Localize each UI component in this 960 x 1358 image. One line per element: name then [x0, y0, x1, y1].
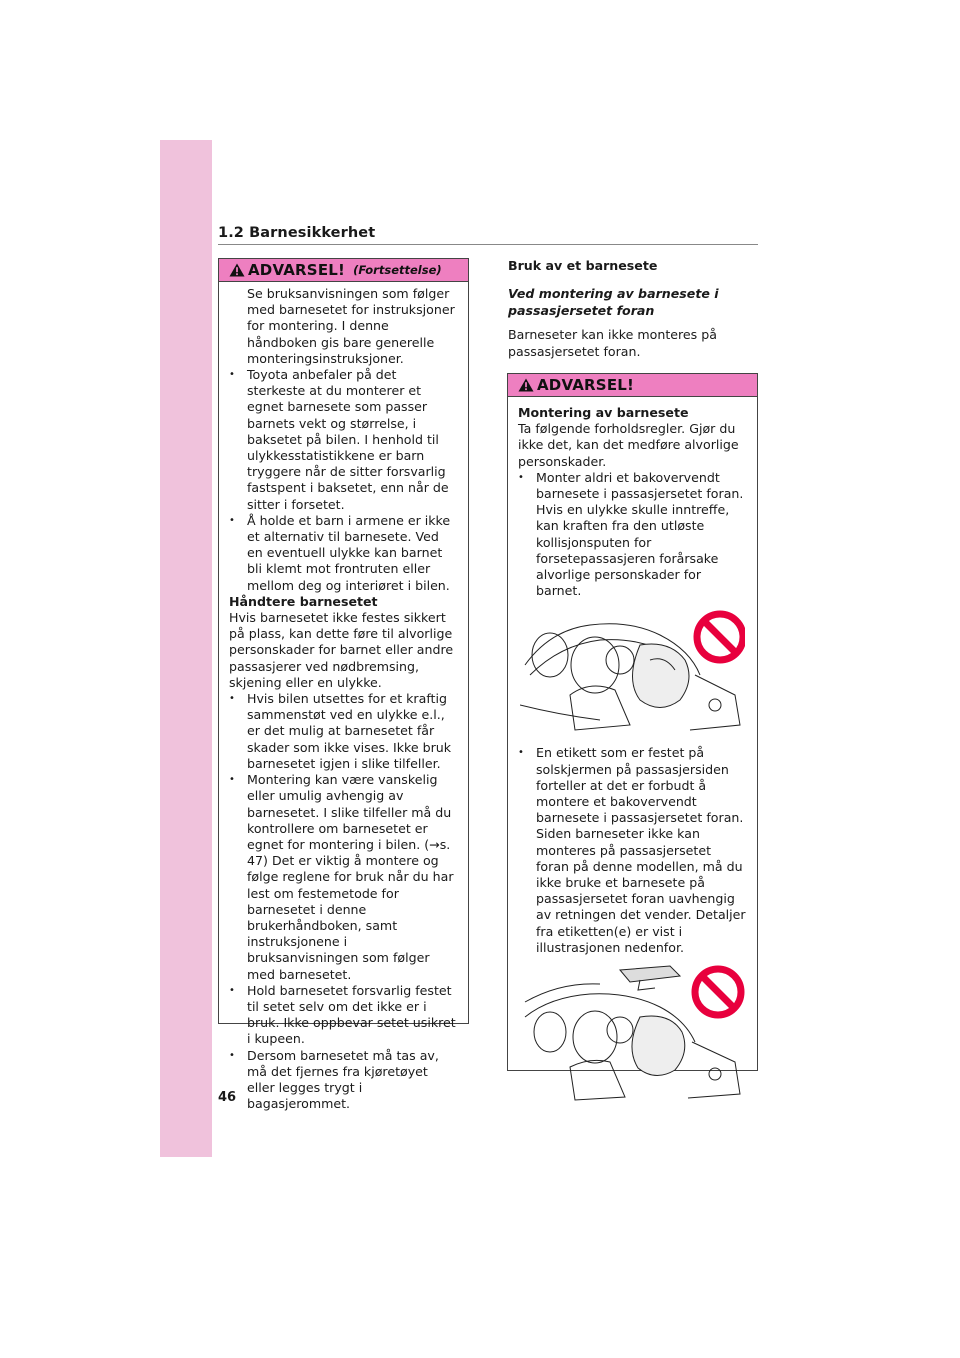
warning-triangle-icon: [229, 263, 245, 277]
right-warning-title: ADVARSEL!: [537, 376, 635, 394]
right-warning-header: [508, 374, 757, 397]
right-warning-bullet: • En etikett som er festet på solskjermen på passasjersiden forteller at det er forbudt å montere et bakovervendt barnesete i passasjersetet foran. Siden barneseter ikke kan monteres på passasjersetet foran på denne modellen, må du ikke bruke et barnesete på passasjersetet foran uavhengig av retningen det vender. Detaljer fra etiketten(e) er vist i illustrasjonen nedenfor.: [518, 745, 747, 956]
left-warning-paragraph: Hvis barnesetet ikke festes sikkert på plass, kan dette føre til alvorlige personskader for barnet eller andre passasjerer ved nødbremsing, skjening eller en ulykke.: [229, 610, 454, 690]
sun-visor-label-illustration: [520, 962, 745, 1102]
left-warning-subheading: Håndtere barnesetet: [229, 593, 378, 609]
left-warning-title: ADVARSEL!: [248, 261, 346, 279]
right-warning-body: [508, 397, 757, 1110]
right-warning-box: [507, 373, 758, 1071]
section-heading: 1.2 Barnesikkerhet: [218, 225, 376, 241]
child-seat-prohibited-illustration: [520, 605, 745, 735]
left-warning-bullet: • Dersom barnesetet må tas av, må det fjernes fra kjøretøyet eller legges trygt i bagasjerommet.: [229, 1048, 458, 1113]
warning-triangle-icon: [518, 378, 534, 392]
right-heading: Bruk av et barnesete: [508, 258, 658, 273]
left-warning-intro: Se bruksanvisningen som følger med barnesetet for instruksjoner for montering. I denne håndboken gis bare generelle monteringsinstruksjoner.: [247, 286, 455, 366]
right-warning-bullet: • Monter aldri et bakovervendt barnesete i passasjersetet foran. Hvis en ulykke skulle inntreffe, kan kraften fra den utløste kollisjonsputen for forsetepassasjeren forårsake alvorlige personskader for barnet.: [518, 470, 747, 600]
left-warning-bullet: • Toyota anbefaler på det sterkeste at du monterer et egnet barnesete som passer barnets vekt og størrelse, i baksetet på bilen. I henhold til ulykkesstatistikkene er barn tryggere når de sitter forsvarlig fastspent i baksetet, enn når de sitter i forsetet.: [229, 367, 458, 513]
left-warning-bullet: • Hold barnesetet forsvarlig festet til setet selv om det ikke er i bruk. Ikke oppbevar setet usikret i kupeen.: [229, 983, 458, 1048]
left-warning-header: [219, 259, 468, 282]
right-warning-subheading: Montering av barnesete: [518, 405, 689, 420]
page-side-band: [160, 140, 212, 1157]
right-warning-intro: Ta følgende forholdsregler. Gjør du ikke det, kan det medføre alvorlige personskader.: [518, 421, 739, 469]
section-rule: [218, 244, 758, 245]
left-warning-bullet: • Montering kan være vanskelig eller umulig avhengig av barnesetet. I slike tilfeller må du kontrollere om barnesetet er egnet for montering i bilen. (→s. 47) Det er viktig å montere og følge reglene for bruk når du har lest om festemetode for barnesetet i denne brukerhåndboken, samt instruksjonene i bruksanvisningen som følger med barnesetet.: [229, 772, 458, 983]
right-paragraph: Barneseter kan ikke monteres på passasjersetet foran.: [508, 327, 717, 359]
right-subheading: Ved montering av barnesete i passasjersetet foran: [508, 286, 719, 318]
left-warning-bullet: • Hvis bilen utsettes for et kraftig sammenstøt ved en ulykke e.l., er det mulig at barnesetet får skader som ikke vises. Ikke bruk barnesetet igjen i slike tilfeller.: [229, 691, 458, 772]
page-number: 46: [218, 1090, 237, 1105]
left-warning-body: [219, 282, 468, 1120]
left-warning-bullet: • Å holde et barn i armene er ikke et alternativ til barnesete. Ved en eventuell ulykke kan barnet bli klemt mot frontruten eller mellom deg og interiøret i bilen.: [229, 513, 458, 594]
left-warning-subtitle: (Fortsettelse): [353, 263, 442, 277]
